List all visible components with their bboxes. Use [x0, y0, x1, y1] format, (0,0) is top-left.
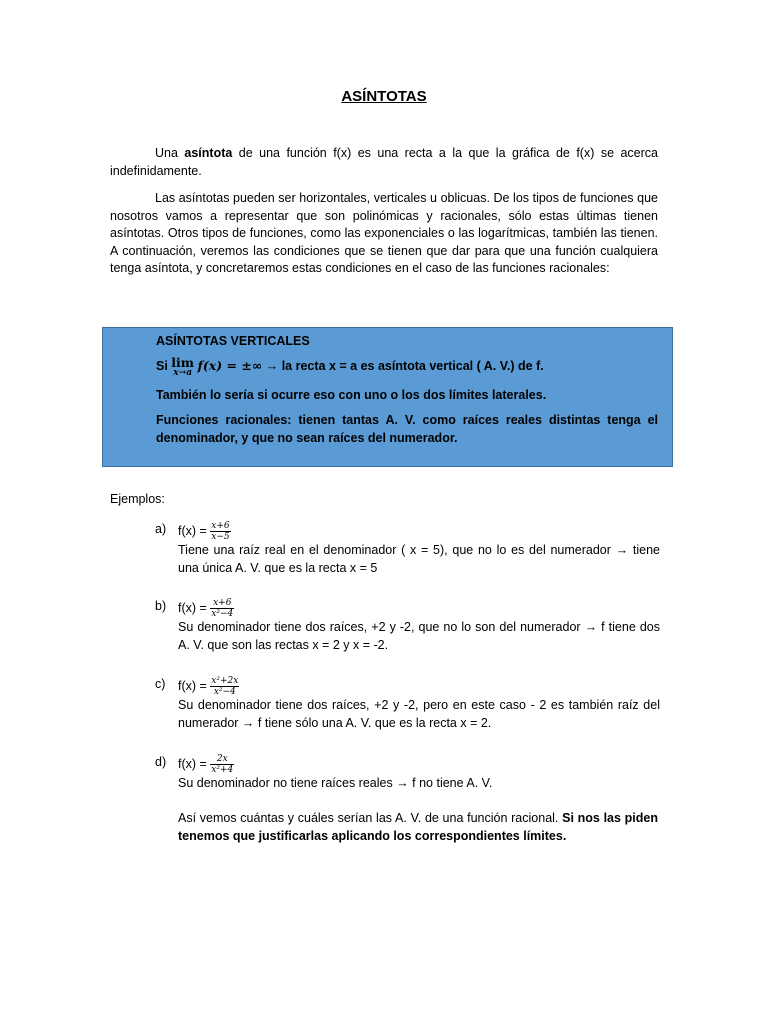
example-letter: a) [155, 522, 167, 536]
rational-functions-rule: Funciones racionales: tienen tantas A. V. como raíces reales distintas tenga el denominador, y que no sean raíces del numerador. [156, 413, 658, 445]
intro-paragraph-2: Las asíntotas pueden ser horizontales, verticales u oblicuas. De los tipos de funciones que nosotros vamos a representar que son polinómicas y racionales, sólo estas últimas tienen asíntotas. Otros tipos de funciones, como las exponenciales o las logarítmicas, también las tienen. A continuación, veremos las condiciones que se tienen que dar para que una función cualquiera tenga asíntota, y concretaremos estas condiciones en el caso de las funciones racionales: [110, 191, 658, 275]
fraction: $\frac{x+6}{x-5}$ [211, 521, 230, 542]
lateral-limits-note: También lo sería si ocurre eso con uno o los dos límites laterales. [156, 387, 547, 402]
example-letter: b) [155, 599, 167, 613]
example-explanation: Tiene una raíz real en el denominador ( x = 5), que no lo es del numerador → tiene una única A. V. que es la recta x = 5 [178, 543, 660, 575]
example-letter: c) [155, 677, 166, 691]
fraction: $\frac{\text{x²+2x}}{\text{x²−4}}$ [211, 676, 239, 697]
limit-definition: Si lim x→a f(x) = ±∞ → la recta x = a es asíntota vertical ( A. V.) de f. [156, 354, 544, 378]
example-explanation: Su denominador no tiene raíces reales → f no tiene A. V. [178, 776, 493, 790]
fraction: $\frac{x+6}{\text{x²−4}}$ [211, 598, 234, 619]
limit-expression: lim x→a [171, 354, 195, 378]
example-explanation: Su denominador tiene dos raíces, +2 y -2, pero en este caso - 2 es también raíz del numerador → f tiene sólo una A. V. que es la recta x = 2. [178, 698, 660, 730]
document-page: ASÍNTOTAS Una asíntota de una función f(x) es una recta a la que la gráfica de f(x) se acerca indefinidamente. Las asíntotas pueden ser horizontales, verticales u oblicuas. De los tipos de funciones que nosotros vamos a representar que son polinómicas y racionales, sólo estas últimas tienen asíntotas. Otros tipos de funciones, como las exponenciales o las logarítmicas, también las tienen. A continuación, veremos las condiciones que se tienen que dar para que una función cualquiera tenga asíntota, y concretaremos estas condiciones en el caso de las funciones racionales: ASÍNTOTAS VERTICALES Si lim x→a f(x) = ±∞ → la recta x = a es asíntota vertical ( A. V.) de f. También lo sería si ocurre eso con uno o los dos límites laterales. Funciones racionales: tienen tantas A. V. como raíces reales distintas tenga el denominador, y que no sean raíces del numerador. Ejemplos: a) f(x) = $\frac{x+6}{x-5}$ Tiene una raíz real en el denominador ( x = 5), que no lo es del numerador → tiene una única A. V. que es la recta x = 5 b) f(x) = $\frac{x+6}{\text{x²−4}}$ Su denominador tiene dos raíces, +2 y -2, que no lo son del numerador → f tiene dos A. V. que son las rectas x = 2 y x = -2. c) f(x) = $\frac{\text{x²+2x}}{\text{x²−4}}$ Su denominador tiene dos raíces, +2 y -2, pero en este caso - 2 es también raíz del numerador → f tiene sólo una A. V. que es la recta x = 2. d) f(x) = $\frac{2x}{\text{x²+4}}$ Su denominador no tiene raíces reales → f no tiene A. V. Así vemos cuántas y cuáles serían las A. V. de una función racional. Si nos las piden tenemos que justificarlas aplicando los correspondientes límites. [0, 0, 768, 1024]
conclusion-paragraph: Así vemos cuántas y cuáles serían las A. V. de una función racional. Si nos las piden tenemos que justificarlas aplicando los correspondientes límites. [178, 811, 658, 843]
vertical-asymptotes-box [102, 327, 673, 467]
examples-label: Ejemplos: [110, 492, 165, 506]
limit-value: f(x) = ±∞ [197, 357, 263, 373]
asintota-term: asíntota [184, 146, 233, 160]
box-heading: ASÍNTOTAS VERTICALES [156, 334, 310, 348]
intro-paragraph-1: Una asíntota de una función f(x) es una recta a la que la gráfica de f(x) se acerca indefinidamente. [110, 146, 658, 178]
fraction: $\frac{2x}{\text{x²+4}}$ [211, 754, 234, 775]
example-letter: d) [155, 755, 167, 769]
example-explanation: Su denominador tiene dos raíces, +2 y -2, que no lo son del numerador → f tiene dos A. V. que son las rectas x = 2 y x = -2. [178, 620, 660, 652]
page-title: ASÍNTOTAS [341, 88, 427, 105]
